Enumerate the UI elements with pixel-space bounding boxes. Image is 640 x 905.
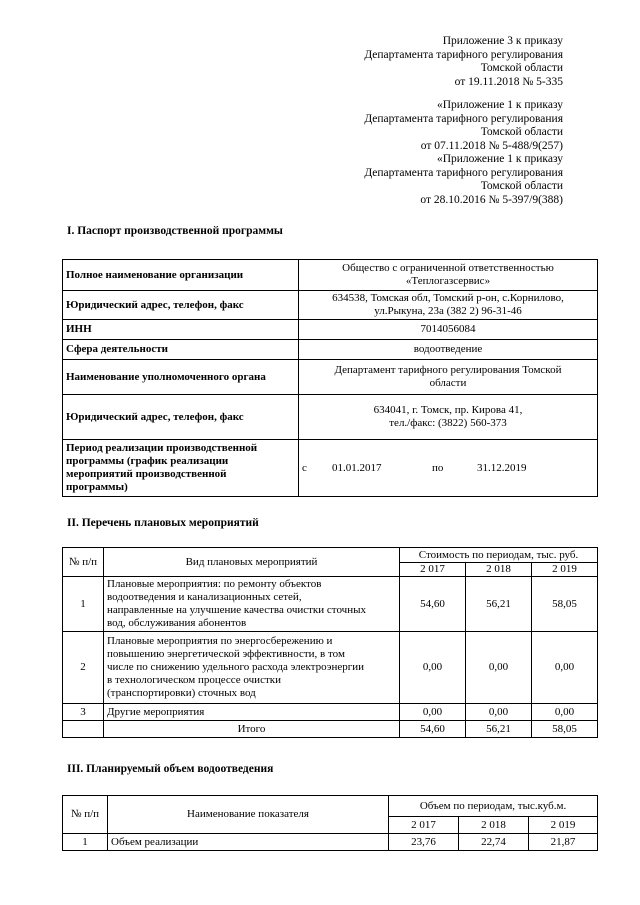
total-row [63, 721, 598, 738]
total-value: 54,60 [400, 721, 466, 738]
table-row [63, 291, 598, 320]
table-header-row [63, 548, 598, 563]
header-line: Департамента тарифного регулирования [364, 48, 563, 61]
year-header: 2 019 [529, 817, 598, 834]
period-to-word: по [432, 461, 444, 474]
header-line: Томской области [480, 62, 563, 74]
table-row [63, 704, 598, 721]
row-value: Общество с ограниченной ответственностью «Теплогазсервис» [299, 260, 598, 291]
table-row [63, 440, 598, 497]
row-name: Плановые мероприятия по энергосбережению и повышению энергетической эффективности, в том числе по снижению удельного расхода электроэнергии в технологическом процессе очистки (транспортировки) сточных вод [104, 632, 400, 704]
year-header: 2 019 [532, 563, 598, 577]
header-line: от 19.11.2018 № 5-335 [454, 75, 563, 88]
section-2-title: II. Перечень плановых мероприятий [67, 517, 259, 529]
cost-value: 54,60 [400, 577, 466, 632]
row-value: водоотведение [299, 340, 598, 360]
row-num: 2 [63, 632, 104, 704]
year-header: 2 017 [400, 563, 466, 577]
row-num: 1 [63, 834, 108, 851]
section-3-title: III. Планируемый объем водоотведения [67, 763, 274, 775]
table-row [63, 834, 598, 851]
row-label: Сфера деятельности [63, 340, 299, 360]
header-line: Приложение 3 к приказу [442, 35, 563, 47]
section-1-title: I. Паспорт производственной программы [67, 225, 283, 237]
row-label: Полное наименование организации [63, 260, 299, 291]
row-label: Юридический адрес, телефон, факс [63, 291, 299, 320]
row-num: 1 [63, 577, 104, 632]
header-line: Департамента тарифного регулирования [364, 166, 563, 179]
row-value: 634538, Томская обл, Томский р-он, с.Корнилово, ул.Рыкуна, 23а (382 2) 96-31-46 [299, 291, 598, 320]
header-line: Томской области [480, 126, 563, 138]
cost-value: 0,00 [466, 704, 532, 721]
header-line: от 07.11.2018 № 5-488/9(257) [420, 139, 563, 152]
row-value: Департамент тарифного регулирования Томской области [299, 360, 598, 395]
total-num [63, 721, 104, 738]
period-label: Период реализации производственной программы (график реализации мероприятий производственной программы) [63, 440, 299, 497]
cost-value: 56,21 [466, 577, 532, 632]
col-kind-header: Вид плановых мероприятий [104, 548, 400, 577]
cost-value: 0,00 [400, 704, 466, 721]
year-header: 2 017 [389, 817, 459, 834]
row-num: 3 [63, 704, 104, 721]
row-name: Плановые мероприятия: по ремонту объектов водоотведения и канализационных сетей, направленные на улучшение качества очистки сточных вод, обслуживания абонентов [104, 577, 400, 632]
year-header: 2 018 [459, 817, 529, 834]
cost-value: 0,00 [532, 632, 598, 704]
cost-value: 58,05 [532, 577, 598, 632]
header-line: от 28.10.2016 № 5-397/9(388) [420, 193, 563, 206]
header-line: Томской области [480, 180, 563, 192]
volume-value: 22,74 [459, 834, 529, 851]
order-header-block-2 [364, 99, 563, 207]
row-value: 7014056084 [299, 320, 598, 340]
row-name: Другие мероприятия [104, 704, 400, 721]
table-row [63, 360, 598, 395]
volume-value: 21,87 [529, 834, 598, 851]
row-label: Юридический адрес, телефон, факс [63, 395, 299, 440]
col-name-header: Наименование показателя [108, 796, 389, 834]
period-from-word: с [302, 461, 307, 474]
passport-table [62, 259, 598, 497]
volume-table [62, 795, 598, 851]
col-num-header: № п/п [63, 548, 104, 577]
total-value: 58,05 [532, 721, 598, 738]
header-line: «Приложение 1 к приказу [436, 99, 563, 111]
row-value: 634041, г. Томск, пр. Кирова 41, тел./факс: (3822) 560-373 [299, 395, 598, 440]
cost-value: 0,00 [466, 632, 532, 704]
table-row [63, 320, 598, 340]
table-header-row [63, 796, 598, 817]
cost-value: 0,00 [532, 704, 598, 721]
total-label: Итого [104, 721, 400, 738]
order-header-block-1 [364, 35, 563, 89]
header-line: «Приложение 1 к приказу [436, 153, 563, 165]
volume-value: 23,76 [389, 834, 459, 851]
total-value: 56,21 [466, 721, 532, 738]
measures-table [62, 547, 598, 738]
col-volume-header: Объем по периодам, тыс.куб.м. [389, 796, 598, 817]
table-row [63, 340, 598, 360]
row-label: Наименование уполномоченного органа [63, 360, 299, 395]
col-num-header: № п/п [63, 796, 108, 834]
year-header: 2 018 [466, 563, 532, 577]
row-name: Объем реализации [108, 834, 389, 851]
table-row [63, 395, 598, 440]
period-to-date: 31.12.2019 [477, 461, 527, 474]
table-row [63, 260, 598, 291]
header-line: Департамента тарифного регулирования [364, 112, 563, 125]
period-value [299, 440, 598, 497]
cost-value: 0,00 [400, 632, 466, 704]
period-from-date: 01.01.2017 [332, 461, 382, 474]
row-label: ИНН [63, 320, 299, 340]
table-row [63, 632, 598, 704]
table-row [63, 577, 598, 632]
col-cost-header: Стоимость по периодам, тыс. руб. [400, 548, 598, 563]
